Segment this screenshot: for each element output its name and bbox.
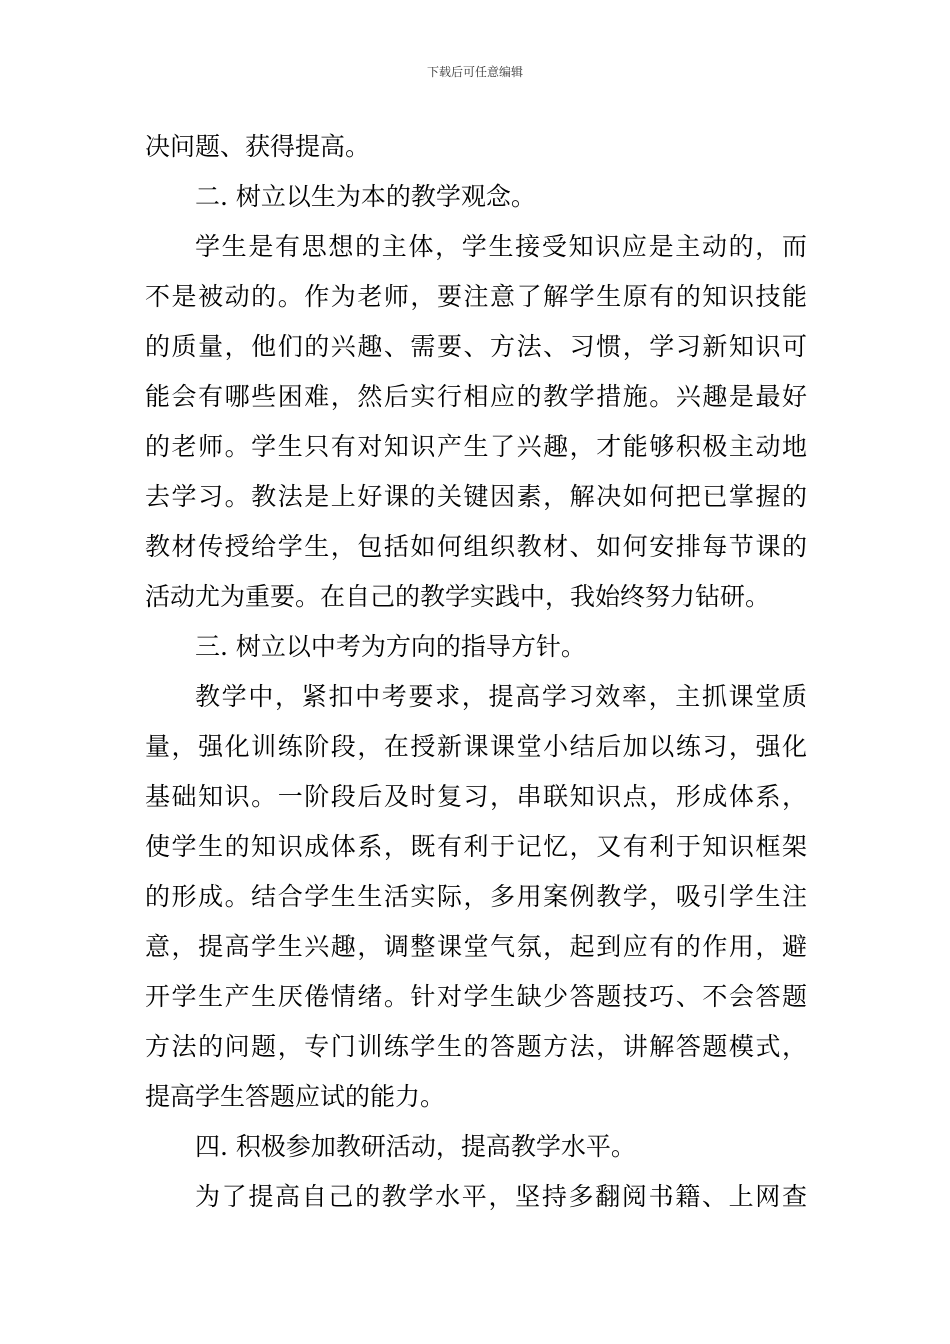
- text-line: 开学生产生厌倦情绪。针对学生缺少答题技巧、不会答题: [145, 982, 807, 1011]
- text-line: 去学习。教法是上好课的关键因素，解决如何把已掌握的: [145, 482, 807, 511]
- text-line: 决问题、获得提高。: [145, 132, 371, 161]
- document-body: [145, 122, 807, 1222]
- text-line: 的质量，他们的兴趣、需要、方法、习惯，学习新知识可: [145, 332, 807, 361]
- text-line: 学生是有思想的主体，学生接受知识应是主动的，而: [195, 232, 807, 261]
- text-line: 二. 树立以生为本的教学观念。: [195, 182, 536, 211]
- text-line: 不是被动的。作为老师，要注意了解学生原有的知识技能: [145, 282, 807, 311]
- text-line: 方法的问题，专门训练学生的答题方法，讲解答题模式，: [145, 1032, 807, 1061]
- page-header: 下载后可任意编辑: [426, 65, 523, 79]
- text-line: 教学中，紧扣中考要求，提高学习效率，主抓课堂质: [195, 682, 807, 711]
- text-line: 使学生的知识成体系，既有利于记忆，又有利于知识框架: [145, 832, 807, 861]
- text-line: 量，强化训练阶段，在授新课课堂小结后加以练习，强化: [145, 732, 807, 761]
- text-line: 基础知识。一阶段后及时复习，串联知识点，形成体系，: [145, 782, 807, 811]
- text-line: 的老师。学生只有对知识产生了兴趣，才能够积极主动地: [145, 432, 807, 461]
- text-line: 能会有哪些困难，然后实行相应的教学措施。兴趣是最好: [145, 382, 807, 411]
- text-line: 提高学生答题应试的能力。: [145, 1082, 446, 1111]
- text-line: 意，提高学生兴趣，调整课堂气氛，起到应有的作用，避: [145, 932, 807, 961]
- text-line: 活动尤为重要。在自己的教学实践中，我始终努力钻研。: [145, 582, 771, 611]
- text-line: 四. 积极参加教研活动，提高教学水平。: [195, 1132, 636, 1161]
- text-line: 教材传授给学生，包括如何组织教材、如何安排每节课的: [145, 532, 807, 561]
- text-line: 三. 树立以中考为方向的指导方针。: [195, 632, 586, 661]
- text-line: 的形成。结合学生生活实际，多用案例教学，吸引学生注: [145, 882, 807, 911]
- text-line: 为了提高自己的教学水平，坚持多翻阅书籍、上网查: [195, 1182, 807, 1211]
